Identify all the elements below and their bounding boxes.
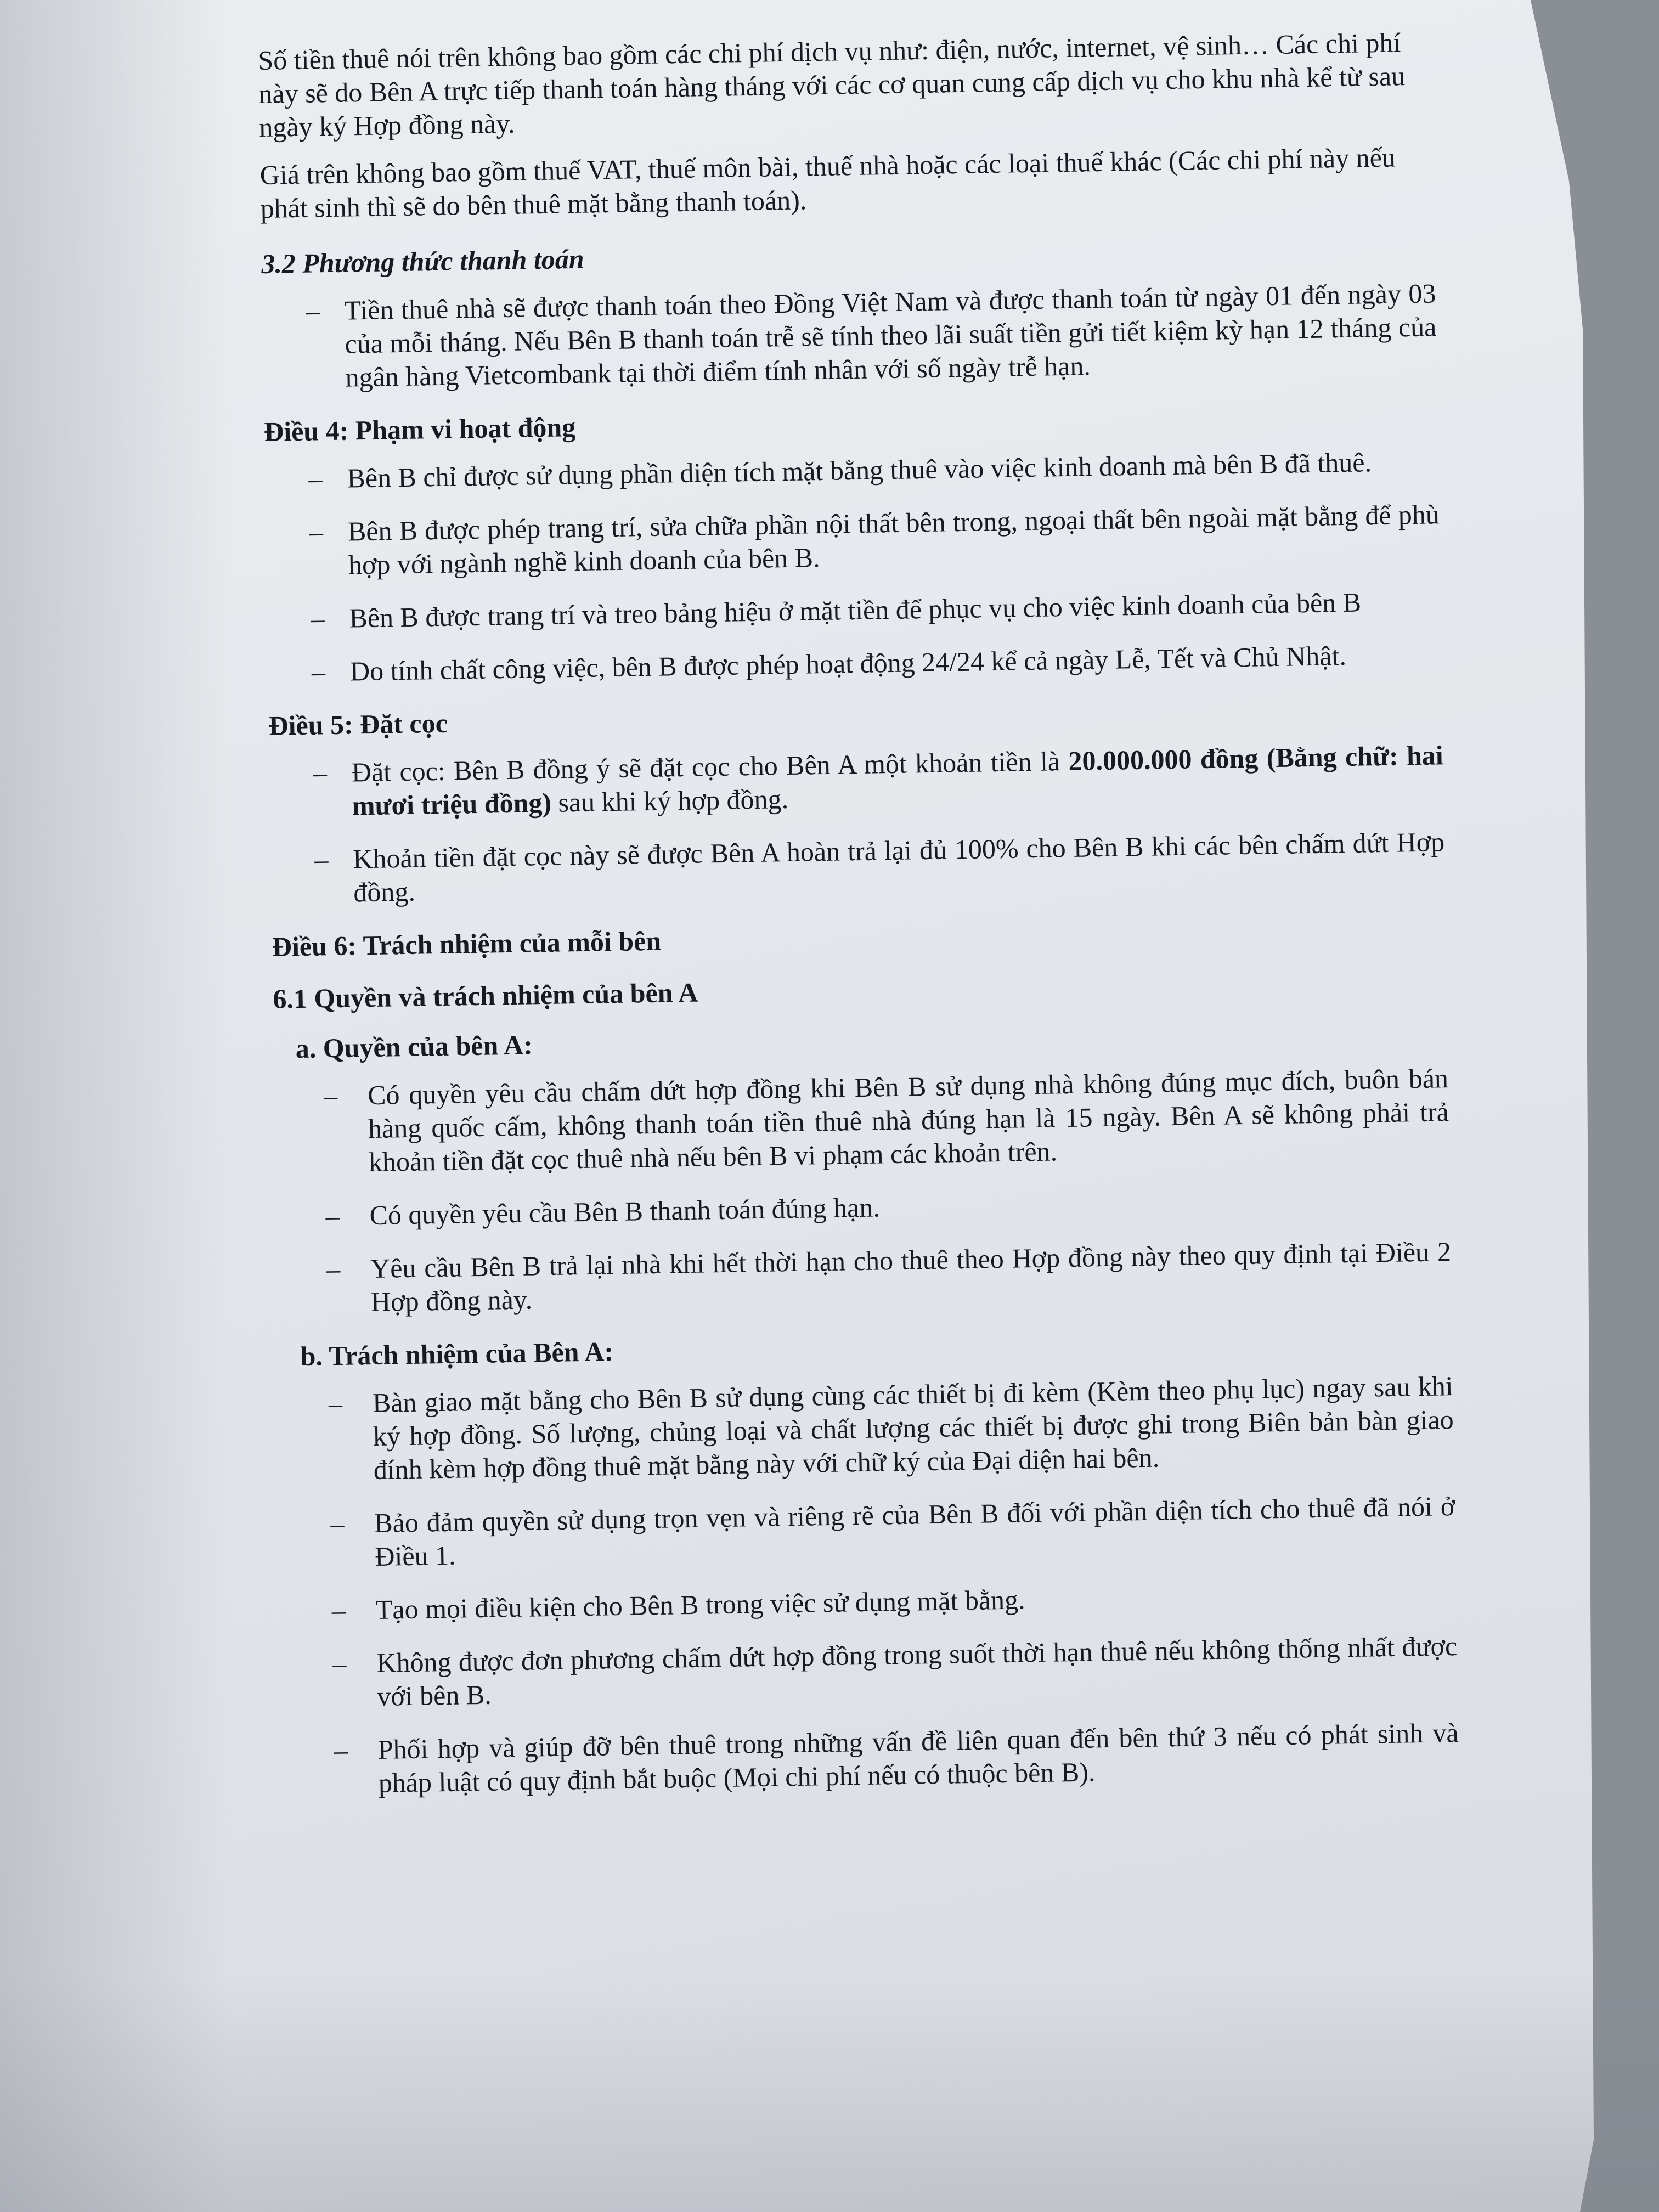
list-item: – Yêu cầu Bên B trả lại nhà khi hết thời hạn cho thuê theo Hợp đồng này theo quy định tại Điều 2 Hợp đồng này. bbox=[277, 1235, 1452, 1321]
intro-paragraph: Số tiền thuê nói trên không bao gồm các chi phí dịch vụ như: điện, nước, internet, vệ sinh… Các chi phí này sẽ do Bên A trực tiếp thanh toán hàng tháng với các cơ quan cung cấp dịch vụ cho khu nhà kể từ sau ngày ký Hợp đồng này. bbox=[258, 27, 1406, 143]
list-item: – Phối hợp và giúp đỡ bên thuê trong những vấn đề liên quan đến bên thứ 3 nếu có phát sinh và pháp luật có quy định bắt buộc (Mọi chi phí nếu có thuộc bên B). bbox=[284, 1716, 1459, 1802]
section-6-1-title: 6.1 Quyền và trách nhiệm của bên A bbox=[272, 977, 698, 1014]
list-item: – Do tính chất công việc, bên B được phép hoạt động 24/24 kể cả ngày Lễ, Tết và Chủ Nhật. bbox=[268, 637, 1442, 690]
list-item: – Có quyền yêu cầu Bên B thanh toán đúng hạn. bbox=[276, 1182, 1451, 1234]
paper-shadow-bottom bbox=[0, 1975, 1659, 2212]
deposit-suffix: sau khi ký hợp đồng. bbox=[551, 783, 789, 818]
list-item: – Bàn giao mặt bằng cho Bên B sử dụng cùng các thiết bị đi kèm (Kèm theo phụ lục) ngay sau khi ký hợp đồng. Số lượng, chủng loại và chất lượng các thiết bị được ghi trong Biên bản bàn giao đính kèm hợp đồng thuê mặt bằng này với chữ ký của Đại diện hai bên. bbox=[279, 1369, 1454, 1488]
contract-text bbox=[258, 25, 1460, 1821]
deposit-item bbox=[269, 738, 1444, 824]
list-item: – Bên B được trang trí và treo bảng hiệu ở mặt tiền để phục vụ cho việc kinh doanh của bên B bbox=[267, 584, 1441, 636]
article-6-title: Điều 6: Trách nhiệm của mỗi bên bbox=[272, 925, 662, 962]
deposit-amount: 20.000.000 đồng (Bằng chữ: hai mươi triệu đồng) bbox=[352, 740, 1444, 821]
duties-title: b. Trách nhiệm của Bên A: bbox=[300, 1336, 614, 1372]
intro-paragraph: Giá trên không bao gồm thuế VAT, thuế môn bài, thuế nhà hoặc các loại thuế khác (Các chi phí này nếu phát sinh thì sẽ do bên thuê mặt bằng thanh toán). bbox=[259, 142, 1396, 224]
article-5-title: Điều 5: Đặt cọc bbox=[268, 707, 448, 741]
list-item: – Bên B được phép trang trí, sửa chữa phần nội thất bên trong, ngoại thất bên ngoài mặt bằng để phù hợp với ngành nghề kinh doanh của bên B. bbox=[266, 498, 1441, 583]
refund-item: – Khoản tiền đặt cọc này sẽ được Bên A hoàn trả lại đủ 100% cho Bên B khi các bên chấm dứt Hợp đồng. bbox=[270, 825, 1446, 911]
list-item: – Có quyền yêu cầu chấm dứt hợp đồng khi Bên B sử dụng nhà không đúng mục đích, buôn bán hàng quốc cấm, không thanh toán tiền thuê nhà đúng hạn là 15 ngày. Bên A sẽ không phải trả khoản tiền đặt cọc thuê nhà nếu bên B vi phạm các khoản trên. bbox=[274, 1062, 1450, 1181]
section-3-2-title: 3.2 Phương thức thanh toán bbox=[261, 243, 584, 279]
list-item: – Bảo đảm quyền sử dụng trọn vẹn và riêng rẽ của Bên B đối với phần diện tích cho thuê đã nói ở Điều 1. bbox=[281, 1489, 1456, 1575]
list-item: – Bên B chỉ được sử dụng phần diện tích mặt bằng thuê vào việc kinh doanh mà bên B đã thuê. bbox=[264, 444, 1439, 496]
list-item: – Tạo mọi điều kiện cho Bên B trong việc sử dụng mặt bằng. bbox=[282, 1576, 1457, 1628]
paper-shadow-left bbox=[0, 0, 230, 2212]
deposit-prefix: Đặt cọc: Bên B đồng ý sẽ đặt cọc cho Bên A một khoản tiền là bbox=[351, 745, 1069, 788]
article-4-title: Điều 4: Phạm vi hoạt động bbox=[263, 411, 576, 447]
list-item: – Tiền thuê nhà sẽ được thanh toán theo Đồng Việt Nam và được thanh toán từ ngày 01 đến ngày 03 của mỗi tháng. Nếu Bên B thanh toán trễ sẽ tính theo lãi suất tiền gửi tiết kiệm kỳ hạn 12 tháng của ngân hàng Vietcombank tại thời điểm tính nhân với số ngày trễ hạn. bbox=[262, 276, 1437, 396]
rights-title: a. Quyền của bên A: bbox=[295, 1029, 533, 1064]
list-item: – Không được đơn phương chấm dứt hợp đồng trong suốt thời hạn thuê nếu không thống nhất được với bên B. bbox=[283, 1629, 1458, 1715]
